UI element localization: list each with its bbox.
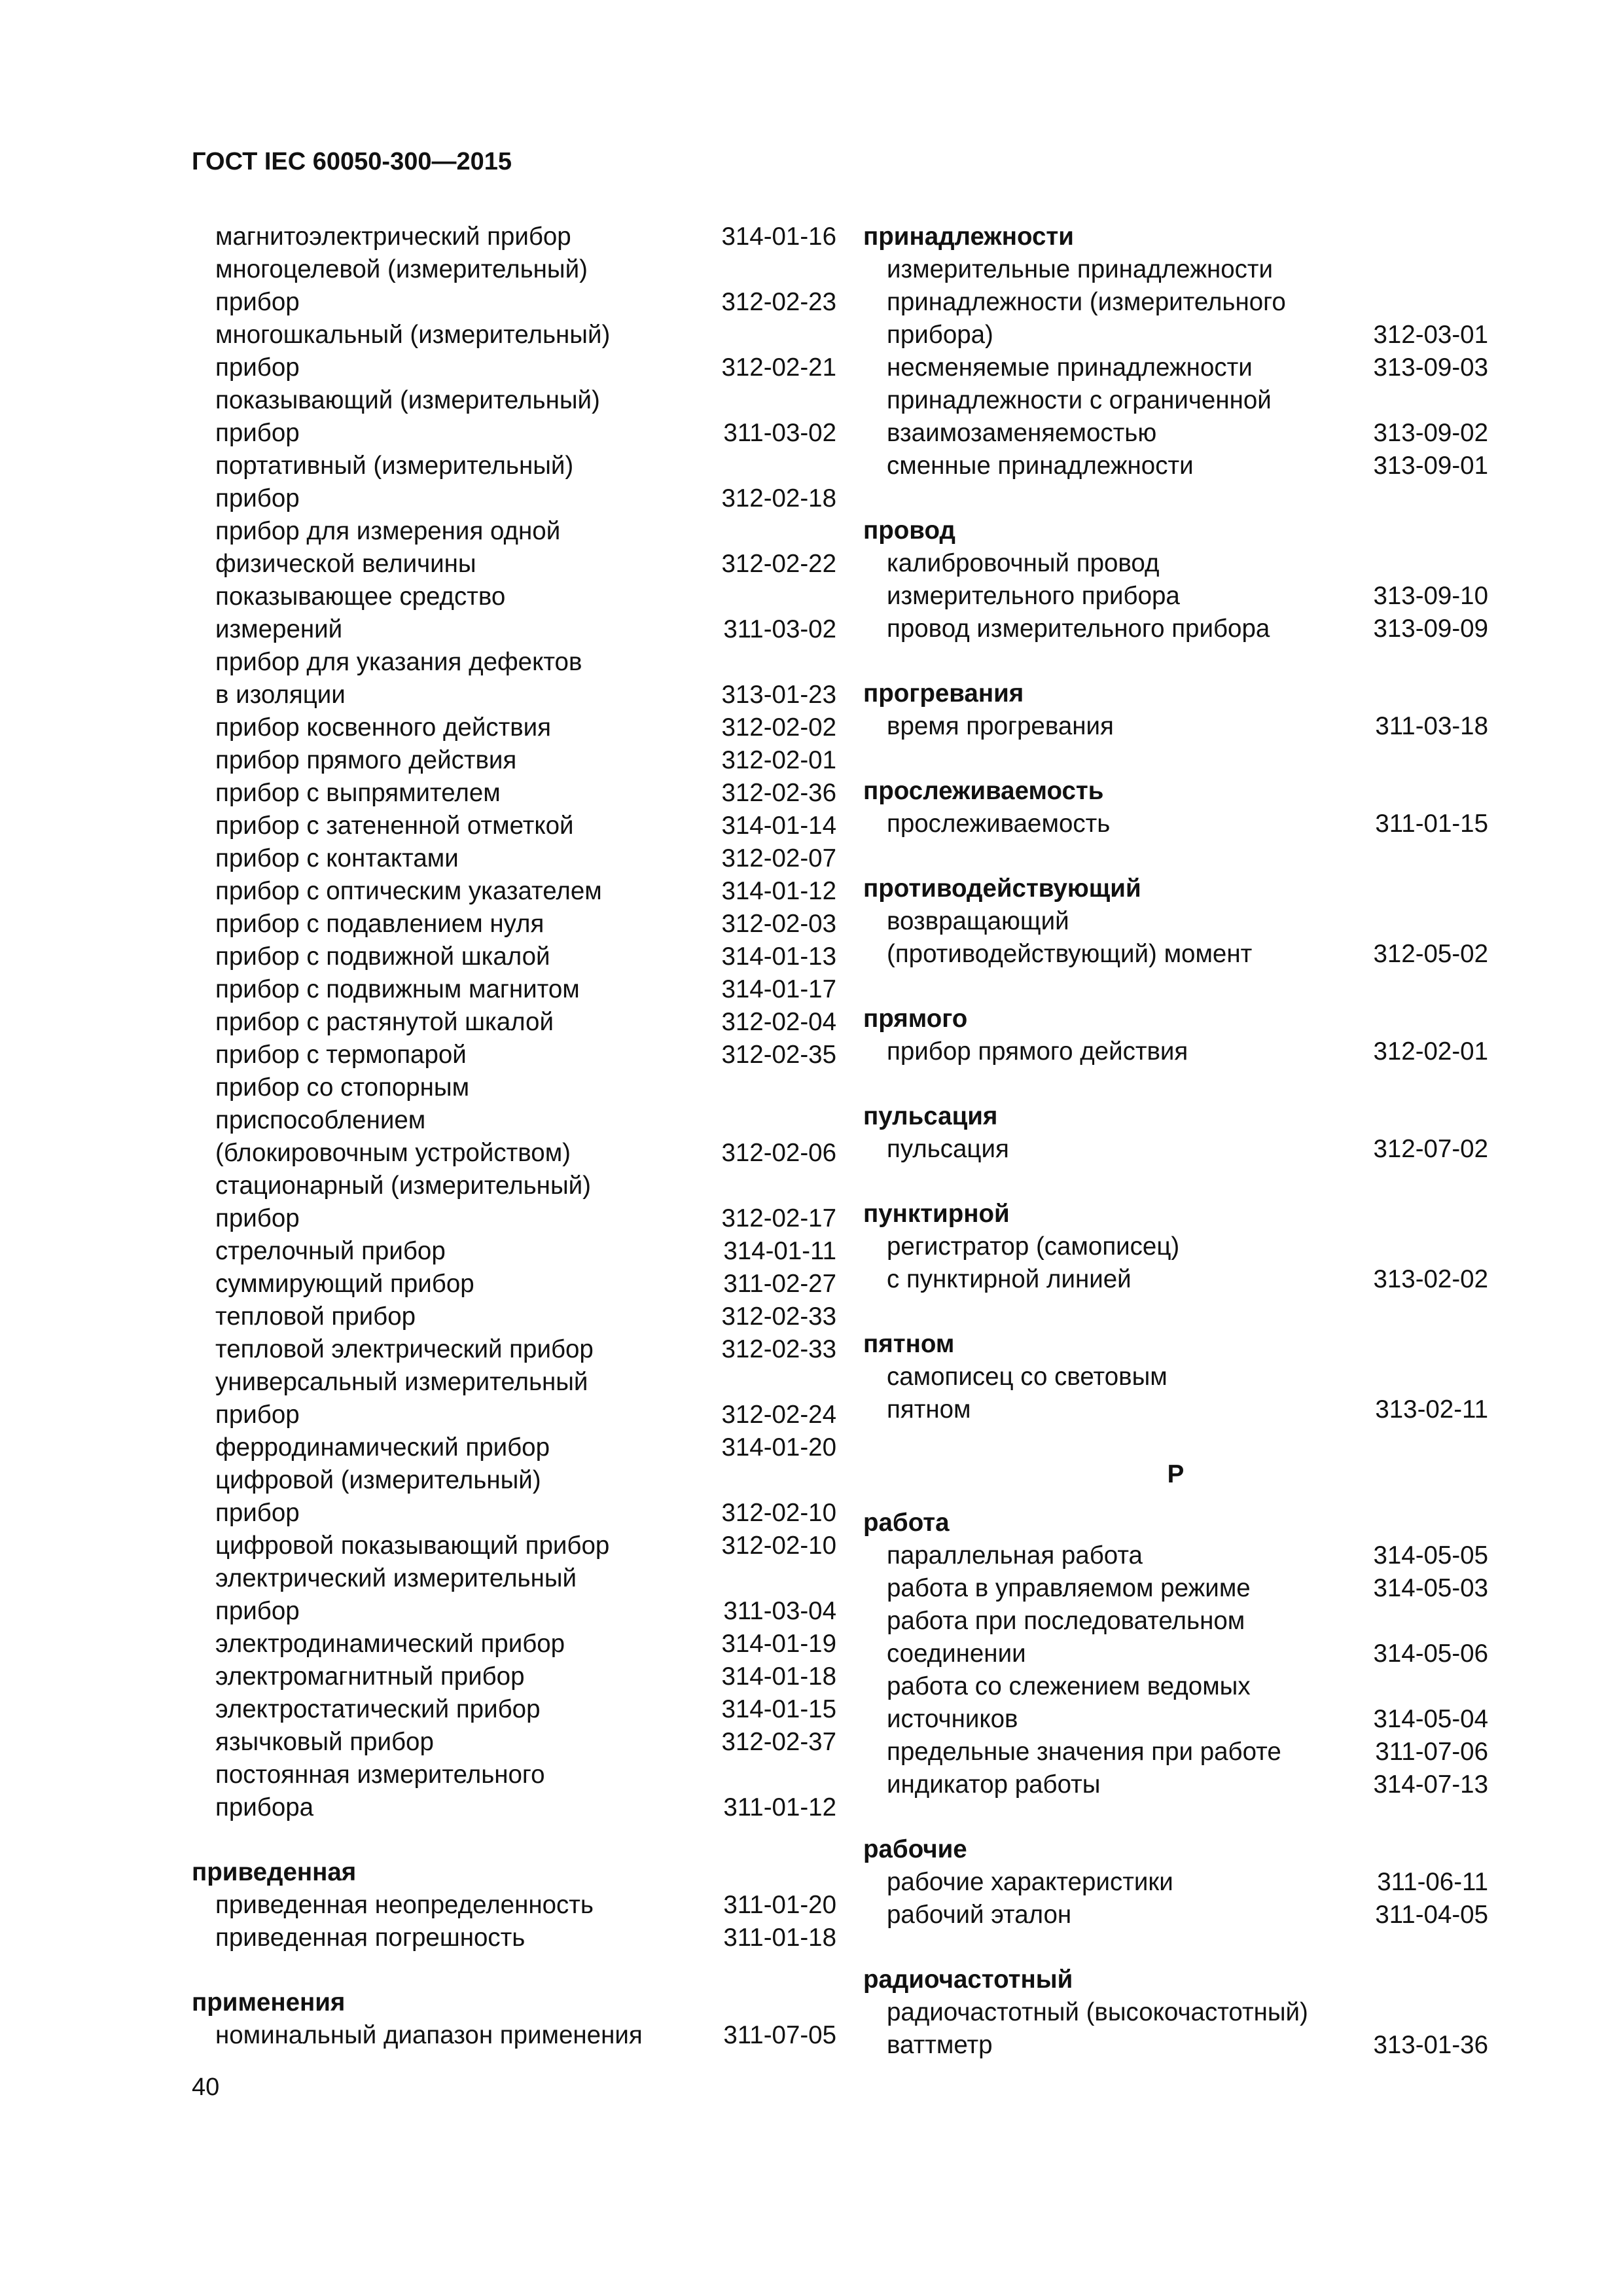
entry-code: 312-02-10 (721, 1532, 836, 1560)
index-entry (192, 1006, 836, 1039)
entry-code: 314-01-18 (721, 1662, 836, 1691)
entry-code: 312-02-21 (721, 353, 836, 382)
entry-term: прибор со стопорным (215, 1073, 470, 1102)
entry-code: 313-09-09 (1373, 615, 1488, 643)
index-entry (192, 253, 836, 286)
heading-text: принадлежности (863, 223, 1074, 251)
entry-code: 311-03-18 (1375, 712, 1488, 740)
index-entry (192, 1759, 836, 1791)
entry-term: прибор (215, 1499, 300, 1527)
index-entry (192, 1104, 836, 1137)
entry-term: радиочастотный (высокочастотный) (887, 1998, 1308, 2026)
index-entry (192, 1431, 836, 1464)
index-entry (863, 2029, 1488, 2062)
index-entry (192, 1693, 836, 1726)
entry-code: 314-05-03 (1373, 1574, 1488, 1602)
entry-term: прибор с контактами (215, 844, 459, 872)
heading-text: пунктирной (863, 1200, 1010, 1228)
index-entry (192, 1464, 836, 1497)
index-entry (192, 351, 836, 384)
entry-term: источников (887, 1705, 1018, 1733)
index-entry (192, 1071, 836, 1104)
entry-code: 314-01-14 (721, 812, 836, 840)
index-entry (863, 1263, 1488, 1296)
index-section-heading (863, 1328, 1488, 1361)
index-entry (192, 384, 836, 417)
section-gap (863, 1801, 1488, 1833)
heading-text: прогревания (863, 679, 1024, 708)
index-section-heading (863, 1964, 1488, 1996)
index-section-heading (863, 1833, 1488, 1866)
entry-code: 311-06-11 (1377, 1868, 1488, 1896)
heading-text: провод (863, 516, 955, 545)
index-section-heading (192, 1986, 836, 2019)
section-gap (863, 1166, 1488, 1198)
index-entry (192, 1530, 836, 1562)
entry-term: прибор (215, 1204, 300, 1232)
entry-code: 314-01-12 (721, 877, 836, 905)
index-entry (863, 417, 1488, 450)
entry-term: ваттметр (887, 2031, 993, 2059)
heading-text: пятном (863, 1330, 955, 1358)
index-entry (192, 450, 836, 482)
heading-text: рабочие (863, 1835, 967, 1863)
heading-text: работа (863, 1509, 950, 1537)
index-section-heading (863, 1507, 1488, 1539)
index-column-left (192, 221, 836, 2052)
index-entry (192, 646, 836, 679)
entry-term: прибор с оптическим указателем (215, 877, 602, 905)
entry-code: 312-02-04 (721, 1008, 836, 1036)
entry-term: номинальный диапазон применения (215, 2021, 643, 2049)
entry-code: 311-07-06 (1375, 1738, 1488, 1766)
heading-text: радиочастотный (863, 1965, 1073, 1994)
entry-term: тепловой прибор (215, 1302, 416, 1331)
heading-text: прослеживаемость (863, 777, 1104, 805)
index-entry (192, 1268, 836, 1300)
index-entry (863, 710, 1488, 743)
heading-text: пульсация (863, 1102, 998, 1130)
entry-term: язычковый прибор (215, 1728, 434, 1756)
entry-term: прибора (215, 1793, 314, 1821)
entry-term: взаимозаменяемостью (887, 419, 1157, 447)
index-entry (863, 1996, 1488, 2029)
entry-code: 311-01-18 (723, 1924, 836, 1952)
entry-term: прибор (215, 353, 300, 382)
index-entry (863, 580, 1488, 613)
entry-code: 311-01-12 (723, 1793, 836, 1821)
entry-code: 312-07-02 (1373, 1135, 1488, 1163)
entry-code: 312-02-10 (721, 1499, 836, 1527)
letter-text: Р (1167, 1460, 1185, 1488)
section-gap (863, 1491, 1488, 1507)
page-header-title: ГОСТ IEC 60050-300—2015 (192, 148, 512, 175)
entry-term: работа при последовательном (887, 1607, 1245, 1635)
entry-term: прослеживаемость (887, 810, 1111, 838)
entry-term: параллельная работа (887, 1541, 1143, 1570)
entry-term: провод измерительного прибора (887, 615, 1270, 643)
index-entry (863, 253, 1488, 286)
entry-term: электростатический прибор (215, 1695, 541, 1723)
entry-code: 314-05-04 (1373, 1705, 1488, 1733)
section-gap (863, 1296, 1488, 1328)
entry-term: прибор с подвижным магнитом (215, 975, 580, 1003)
entry-code: 312-02-02 (721, 713, 836, 742)
entry-term: многоцелевой (измерительный) (215, 255, 588, 283)
index-entry (192, 810, 836, 842)
entry-term: измерительного прибора (887, 582, 1180, 610)
entry-term: регистратор (самописец) (887, 1232, 1180, 1261)
index-entry (863, 351, 1488, 384)
entry-code: 314-01-20 (721, 1433, 836, 1462)
entry-term: прибор (215, 1597, 300, 1625)
index-entry (192, 744, 836, 777)
heading-text: прямого (863, 1005, 968, 1033)
entry-code: 311-02-27 (723, 1270, 836, 1298)
index-entry (863, 319, 1488, 351)
index-entry (863, 1230, 1488, 1263)
entry-code: 313-01-36 (1373, 2031, 1488, 2059)
index-entry (192, 1137, 836, 1170)
entry-code: 314-01-17 (721, 975, 836, 1003)
entry-term: время прогревания (887, 712, 1114, 740)
entry-term: прибор с затененной отметкой (215, 812, 574, 840)
index-entry (192, 515, 836, 548)
entry-code: 314-05-06 (1373, 1640, 1488, 1668)
entry-term: тепловой электрический прибор (215, 1335, 594, 1363)
index-entry (863, 1361, 1488, 1393)
index-section-heading (863, 1003, 1488, 1035)
index-entry (192, 1922, 836, 1954)
index-entry (192, 711, 836, 744)
entry-term: предельные значения при работе (887, 1738, 1281, 1766)
entry-code: 313-02-11 (1375, 1395, 1488, 1424)
entry-code: 311-07-05 (723, 2021, 836, 2049)
entry-term: прибор для указания дефектов (215, 648, 582, 676)
page-number: 40 (192, 2073, 220, 2101)
entry-code: 312-02-33 (721, 1335, 836, 1363)
entry-code: 312-02-37 (721, 1728, 836, 1756)
index-entry (863, 547, 1488, 580)
entry-term: цифровой показывающий прибор (215, 1532, 610, 1560)
index-entry (863, 384, 1488, 417)
heading-text: противодействующий (863, 874, 1141, 903)
entry-term: прибор прямого действия (215, 746, 517, 774)
index-entry (192, 679, 836, 711)
index-entry (192, 973, 836, 1006)
index-entry (192, 1170, 836, 1202)
entry-term: прибор косвенного действия (215, 713, 552, 742)
index-entry (192, 581, 836, 613)
index-entry (192, 1595, 836, 1628)
entry-term: портативный (измерительный) (215, 452, 574, 480)
entry-code: 311-03-04 (723, 1597, 836, 1625)
entry-term: суммирующий прибор (215, 1270, 474, 1298)
index-section-heading (863, 1198, 1488, 1230)
entry-term: прибора) (887, 321, 993, 349)
index-entry (863, 1899, 1488, 1931)
index-entry (192, 286, 836, 319)
entry-code: 312-02-17 (721, 1204, 836, 1232)
section-gap (192, 1954, 836, 1986)
index-entry (863, 1670, 1488, 1703)
entry-code: 312-02-01 (721, 746, 836, 774)
entry-term: электрический измерительный (215, 1564, 577, 1592)
entry-term: пятном (887, 1395, 971, 1424)
index-entry (192, 319, 836, 351)
entry-term: электромагнитный прибор (215, 1662, 525, 1691)
heading-text: применения (192, 1988, 346, 2017)
entry-code: 311-01-20 (723, 1891, 836, 1919)
entry-code: 311-03-02 (723, 615, 836, 643)
index-section-heading (863, 872, 1488, 905)
index-entry (863, 1768, 1488, 1801)
entry-code: 312-02-35 (721, 1041, 836, 1069)
entry-term: цифровой (измерительный) (215, 1466, 541, 1494)
index-section-heading (863, 221, 1488, 253)
entry-code: 313-02-02 (1373, 1265, 1488, 1293)
entry-term: (противодействующий) момент (887, 940, 1253, 968)
entry-code: 312-05-02 (1373, 940, 1488, 968)
entry-term: принадлежности (измерительного (887, 288, 1286, 316)
entry-term: прибор для измерения одной (215, 517, 561, 545)
index-entry (192, 1726, 836, 1759)
entry-term: измерительные принадлежности (887, 255, 1274, 283)
entry-code: 313-09-03 (1373, 353, 1488, 382)
index-entry (192, 908, 836, 941)
entry-term: измерений (215, 615, 343, 643)
index-entry (192, 1039, 836, 1071)
entry-code: 312-03-01 (1373, 321, 1488, 349)
entry-term: прибор (215, 288, 300, 316)
index-entry (863, 1133, 1488, 1166)
entry-term: прибор с подвижной шкалой (215, 942, 550, 971)
index-entry (192, 941, 836, 973)
index-entry (863, 286, 1488, 319)
entry-term: стационарный (измерительный) (215, 1172, 591, 1200)
entry-code: 313-09-10 (1373, 582, 1488, 610)
entry-code: 312-02-23 (721, 288, 836, 316)
index-entry (192, 875, 836, 908)
entry-term: ферродинамический прибор (215, 1433, 550, 1462)
index-entry (192, 1300, 836, 1333)
entry-term: приведенная погрешность (215, 1924, 526, 1952)
index-entry (192, 1628, 836, 1660)
entry-term: возвращающий (887, 907, 1069, 935)
index-entry (192, 1562, 836, 1595)
index-section-heading (863, 677, 1488, 710)
index-entry (863, 1638, 1488, 1670)
index-entry (192, 842, 836, 875)
entry-term: рабочий эталон (887, 1901, 1072, 1929)
entry-term: магнитоэлектрический прибор (215, 223, 571, 251)
entry-code: 314-01-16 (721, 223, 836, 251)
index-entry (863, 1572, 1488, 1605)
index-entry (192, 1889, 836, 1922)
section-gap (863, 1426, 1488, 1458)
entry-code: 312-02-07 (721, 844, 836, 872)
entry-term: рабочие характеристики (887, 1868, 1173, 1896)
index-entry (192, 1333, 836, 1366)
index-section-heading (863, 514, 1488, 547)
entry-term: несменяемые принадлежности (887, 353, 1253, 382)
entry-term: работа со слежением ведомых (887, 1672, 1251, 1700)
index-entry (192, 548, 836, 581)
entry-term: индикатор работы (887, 1770, 1101, 1799)
entry-term: пульсация (887, 1135, 1009, 1163)
index-entry (863, 1736, 1488, 1768)
entry-code: 311-01-15 (1375, 810, 1488, 838)
entry-term: прибор с растянутой шкалой (215, 1008, 554, 1036)
entry-term: прибор прямого действия (887, 1037, 1188, 1066)
entry-code: 314-01-13 (721, 942, 836, 971)
entry-term: прибор с подавлением нуля (215, 910, 544, 938)
entry-code: 312-02-06 (721, 1139, 836, 1167)
index-column-right (863, 221, 1488, 2062)
entry-term: прибор с термопарой (215, 1041, 467, 1069)
section-gap (192, 1824, 836, 1856)
entry-term: универсальный измерительный (215, 1368, 588, 1396)
index-entry (863, 613, 1488, 645)
entry-code: 312-02-36 (721, 779, 836, 807)
index-entry (863, 905, 1488, 938)
index-entry (192, 2019, 836, 2052)
entry-term: стрелочный прибор (215, 1237, 446, 1265)
entry-term: работа в управляемом режиме (887, 1574, 1251, 1602)
entry-code: 311-03-02 (723, 419, 836, 447)
entry-term: калибровочный провод (887, 549, 1160, 577)
entry-code: 313-09-01 (1373, 452, 1488, 480)
index-section-heading (863, 775, 1488, 808)
index-section-heading (863, 1100, 1488, 1133)
section-gap (863, 482, 1488, 514)
entry-code: 314-01-19 (721, 1630, 836, 1658)
entry-code: 314-07-13 (1373, 1770, 1488, 1799)
entry-term: многошкальный (измерительный) (215, 321, 611, 349)
entry-term: физической величины (215, 550, 476, 578)
section-gap (863, 1068, 1488, 1100)
index-entry (863, 1393, 1488, 1426)
index-entry (192, 482, 836, 515)
entry-term: прибор (215, 419, 300, 447)
entry-code: 312-02-24 (721, 1401, 836, 1429)
index-entry (192, 777, 836, 810)
index-entry (192, 417, 836, 450)
index-entry (192, 221, 836, 253)
section-gap (863, 840, 1488, 872)
index-entry (192, 1202, 836, 1235)
entry-code: 314-01-15 (721, 1695, 836, 1723)
entry-term: сменные принадлежности (887, 452, 1194, 480)
entry-term: показывающий (измерительный) (215, 386, 600, 414)
entry-term: (блокировочным устройством) (215, 1139, 571, 1167)
index-entry (192, 1497, 836, 1530)
index-entry (192, 1235, 836, 1268)
entry-term: соединении (887, 1640, 1026, 1668)
entry-term: показывающее средство (215, 583, 506, 611)
heading-text: приведенная (192, 1858, 357, 1886)
entry-term: прибор (215, 1401, 300, 1429)
entry-code: 313-01-23 (721, 681, 836, 709)
index-entry (863, 1703, 1488, 1736)
index-entry (863, 1605, 1488, 1638)
section-gap (863, 971, 1488, 1003)
entry-term: самописец со световым (887, 1363, 1168, 1391)
entry-code: 314-01-11 (723, 1237, 836, 1265)
alphabet-letter-heading (863, 1458, 1488, 1491)
entry-code: 314-05-05 (1373, 1541, 1488, 1570)
entry-term: принадлежности с ограниченной (887, 386, 1272, 414)
entry-term: приведенная неопределенность (215, 1891, 594, 1919)
entry-term: электродинамический прибор (215, 1630, 565, 1658)
index-entry (863, 808, 1488, 840)
index-entry (863, 1035, 1488, 1068)
entry-term: приспособлением (215, 1106, 426, 1134)
entry-term: прибор (215, 484, 300, 512)
entry-term: прибор с выпрямителем (215, 779, 501, 807)
index-entry (863, 1866, 1488, 1899)
section-gap (863, 645, 1488, 677)
index-entry (863, 938, 1488, 971)
entry-term: в изоляции (215, 681, 346, 709)
entry-term: постоянная измерительного (215, 1761, 545, 1789)
index-entry (192, 1791, 836, 1824)
section-gap (863, 743, 1488, 775)
index-entry (192, 1660, 836, 1693)
index-entry (192, 1366, 836, 1399)
entry-code: 312-02-03 (721, 910, 836, 938)
entry-code: 313-09-02 (1373, 419, 1488, 447)
entry-code: 312-02-22 (721, 550, 836, 578)
entry-code: 312-02-01 (1373, 1037, 1488, 1066)
entry-term: с пунктирной линией (887, 1265, 1132, 1293)
entry-code: 311-04-05 (1375, 1901, 1488, 1929)
section-gap (863, 1931, 1488, 1964)
entry-code: 312-02-18 (721, 484, 836, 512)
index-entry (863, 450, 1488, 482)
index-entry (192, 1399, 836, 1431)
index-entry (192, 613, 836, 646)
index-section-heading (192, 1856, 836, 1889)
index-entry (863, 1539, 1488, 1572)
entry-code: 312-02-33 (721, 1302, 836, 1331)
